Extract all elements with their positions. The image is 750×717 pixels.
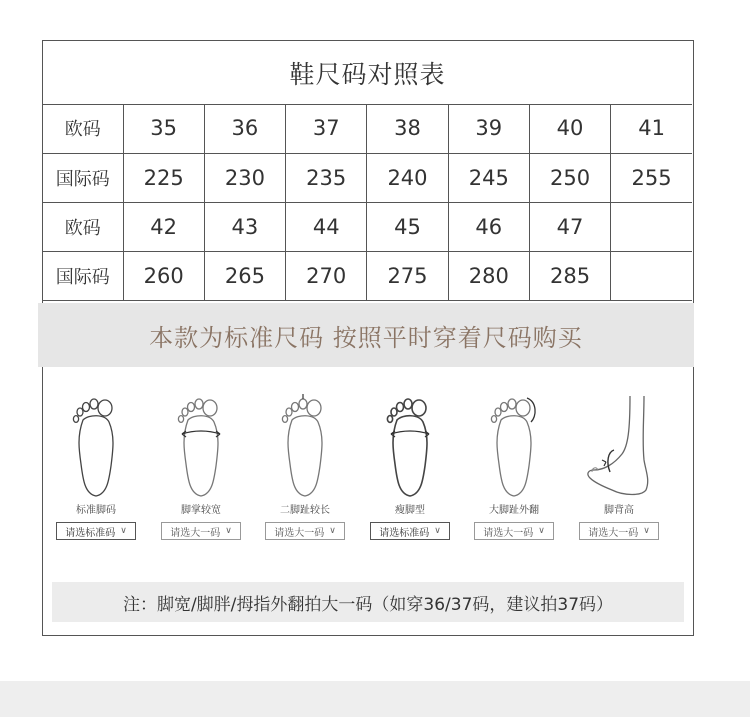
size-advice-select[interactable] xyxy=(370,522,450,540)
size-cell: 37 xyxy=(286,104,367,153)
row-label: 欧码 xyxy=(43,104,123,153)
size-cell: 275 xyxy=(367,251,448,300)
bunion-foot-icon xyxy=(464,390,564,502)
foot-caption: 脚背高 xyxy=(604,505,634,516)
chart-title: 鞋尺码对照表 xyxy=(43,41,692,105)
size-cell: 35 xyxy=(123,104,204,153)
foot-type-item xyxy=(255,390,355,540)
chevron-down-icon: ∨ xyxy=(538,526,545,536)
row-label: 国际码 xyxy=(43,153,123,202)
table-row xyxy=(43,251,692,300)
size-cell: 245 xyxy=(448,153,529,202)
size-advice-label: 请选大一码 xyxy=(274,527,325,539)
foot-type-guide xyxy=(42,390,694,550)
chevron-down-icon: ∨ xyxy=(434,526,441,536)
row-label: 欧码 xyxy=(43,202,123,251)
size-advice-label: 请选标准码 xyxy=(65,527,116,539)
size-cell: 46 xyxy=(448,202,529,251)
size-cell xyxy=(611,202,692,251)
size-advice-select[interactable] xyxy=(56,522,136,540)
size-note: 注：脚宽/脚胖/拇指外翻拍大一码（如穿36/37码，建议拍37码） xyxy=(52,582,684,622)
size-cell: 260 xyxy=(123,251,204,300)
size-cell: 240 xyxy=(367,153,448,202)
size-cell: 255 xyxy=(611,153,692,202)
size-advice-select[interactable] xyxy=(161,522,241,540)
size-cell: 42 xyxy=(123,202,204,251)
size-cell: 44 xyxy=(286,202,367,251)
size-cell: 40 xyxy=(529,104,610,153)
size-table xyxy=(43,104,692,301)
table-row xyxy=(43,153,692,202)
size-cell: 43 xyxy=(204,202,285,251)
size-cell: 41 xyxy=(611,104,692,153)
wide-foot-icon xyxy=(151,390,251,502)
size-cell: 45 xyxy=(367,202,448,251)
chevron-down-icon: ∨ xyxy=(225,526,232,536)
foot-type-item xyxy=(569,390,669,540)
foot-caption: 二脚趾较长 xyxy=(280,505,330,516)
standard-foot-icon xyxy=(46,390,146,502)
foot-caption: 脚掌较宽 xyxy=(181,505,221,516)
size-cell: 270 xyxy=(286,251,367,300)
table-row xyxy=(43,104,692,153)
chevron-down-icon: ∨ xyxy=(120,526,127,536)
foot-type-item xyxy=(360,390,460,540)
row-label: 国际码 xyxy=(43,251,123,300)
size-cell xyxy=(611,251,692,300)
foot-type-item xyxy=(464,390,564,540)
size-cell: 280 xyxy=(448,251,529,300)
size-cell: 230 xyxy=(204,153,285,202)
size-cell: 47 xyxy=(529,202,610,251)
size-cell: 250 xyxy=(529,153,610,202)
size-cell: 225 xyxy=(123,153,204,202)
high-instep-foot-icon xyxy=(569,390,669,502)
size-cell: 265 xyxy=(204,251,285,300)
size-advice-label: 请选大一码 xyxy=(170,527,221,539)
size-advice-label: 请选大一码 xyxy=(588,527,639,539)
size-advice-label: 请选大一码 xyxy=(483,527,534,539)
size-advice-select[interactable] xyxy=(265,522,345,540)
bottom-strip xyxy=(0,681,750,717)
long-second-toe-icon xyxy=(255,390,355,502)
fit-banner: 本款为标准尺码 按照平时穿着尺码购买 xyxy=(38,303,694,367)
size-cell: 38 xyxy=(367,104,448,153)
size-cell: 285 xyxy=(529,251,610,300)
foot-caption: 瘦脚型 xyxy=(395,505,425,516)
size-cell: 235 xyxy=(286,153,367,202)
foot-type-item xyxy=(151,390,251,540)
thin-foot-icon xyxy=(360,390,460,502)
foot-caption: 大脚趾外翻 xyxy=(489,505,539,516)
size-advice-label: 请选标准码 xyxy=(379,527,430,539)
chevron-down-icon: ∨ xyxy=(643,526,650,536)
size-cell: 36 xyxy=(204,104,285,153)
table-row xyxy=(43,202,692,251)
size-advice-select[interactable] xyxy=(474,522,554,540)
chevron-down-icon: ∨ xyxy=(329,526,336,536)
size-cell: 39 xyxy=(448,104,529,153)
foot-type-item xyxy=(46,390,146,540)
foot-caption: 标准脚码 xyxy=(76,505,116,516)
size-advice-select[interactable] xyxy=(579,522,659,540)
